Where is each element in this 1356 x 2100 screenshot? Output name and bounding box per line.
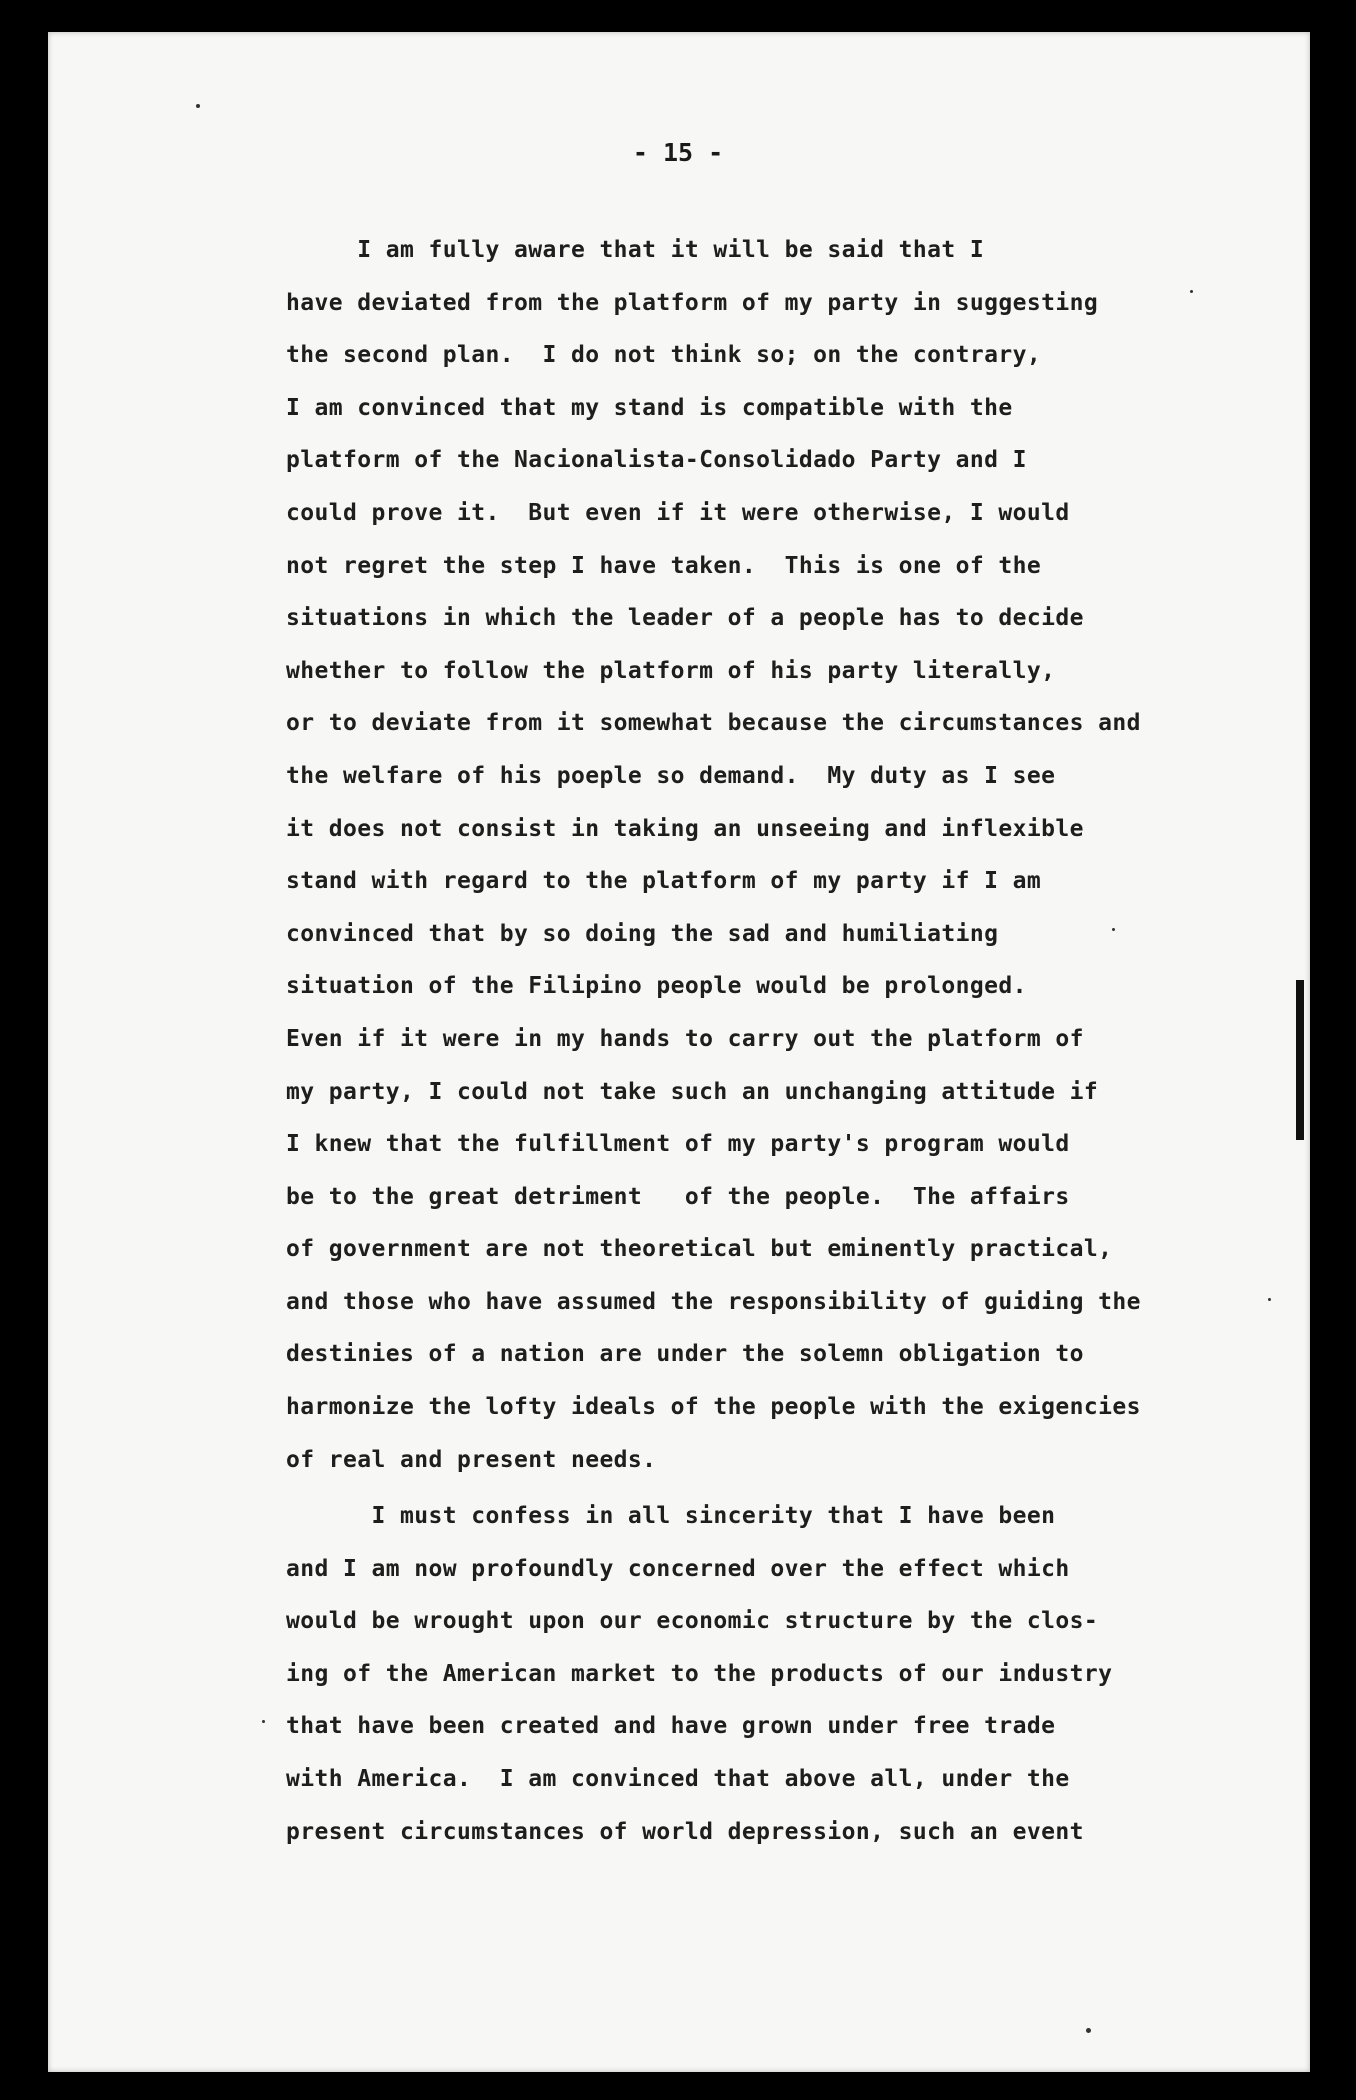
text-line: the second plan. I do not think so; on the contrary,	[286, 342, 1042, 369]
text-line: be to the great detriment of the people. The affairs	[286, 1183, 1070, 1210]
text-line: that have been created and have grown under free trade	[286, 1713, 1056, 1740]
ink-speck	[1086, 2028, 1091, 2033]
text-line: with America. I am convinced that above all, under the	[286, 1765, 1070, 1792]
ink-speck	[196, 104, 200, 108]
text-line: I knew that the fulfillment of my party's program would	[286, 1131, 1070, 1158]
ink-speck	[262, 1720, 265, 1723]
text-line: ing of the American market to the products of our industry	[286, 1660, 1113, 1687]
ink-speck	[1268, 1298, 1271, 1301]
text-line: the welfare of his poeple so demand. My duty as I see	[286, 762, 1056, 789]
text-line: or to deviate from it somewhat because the circumstances and	[286, 710, 1141, 737]
text-line: not regret the step I have taken. This is one of the	[286, 552, 1042, 579]
text-line: convinced that by so doing the sad and humiliating	[286, 920, 999, 947]
text-line: of real and present needs.	[286, 1446, 657, 1473]
text-line: I am convinced that my stand is compatible with the	[286, 394, 1013, 421]
text-line: and those who have assumed the responsibility of guiding the	[286, 1288, 1141, 1315]
text-line: and I am now profoundly concerned over the effect which	[286, 1555, 1070, 1582]
text-line: harmonize the lofty ideals of the people with the exigencies	[286, 1394, 1141, 1421]
text-line: could prove it. But even if it were otherwise, I would	[286, 499, 1070, 526]
paragraph	[286, 1490, 1246, 1858]
text-line: platform of the Nacionalista-Consolidado Party and I	[286, 447, 1027, 474]
text-line: situations in which the leader of a people has to decide	[286, 605, 1084, 632]
text-line: stand with regard to the platform of my party if I am	[286, 868, 1042, 895]
text-line: whether to follow the platform of his party literally,	[286, 657, 1056, 684]
text-line: I must confess in all sincerity that I have been	[286, 1503, 1056, 1529]
text-line: present circumstances of world depression, such an event	[286, 1818, 1084, 1845]
text-line: have deviated from the platform of my party in suggesting	[286, 289, 1099, 316]
text-line: it does not consist in taking an unseeing and inflexible	[286, 815, 1084, 842]
paragraph	[286, 224, 1246, 1486]
text-line: I am fully aware that it will be said that I	[286, 237, 985, 263]
text-line: my party, I could not take such an unchanging attitude if	[286, 1078, 1099, 1105]
paper-edge-shadow	[1296, 980, 1304, 1140]
text-line: Even if it were in my hands to carry out the platform of	[286, 1025, 1084, 1052]
page-number: - 15 -	[632, 138, 724, 167]
text-line: of government are not theoretical but eminently practical,	[286, 1236, 1113, 1263]
text-line: destinies of a nation are under the solemn obligation to	[286, 1341, 1084, 1368]
text-line: would be wrought upon our economic structure by the clos-	[286, 1608, 1099, 1635]
text-line: situation of the Filipino people would be prolonged.	[286, 973, 1027, 1000]
